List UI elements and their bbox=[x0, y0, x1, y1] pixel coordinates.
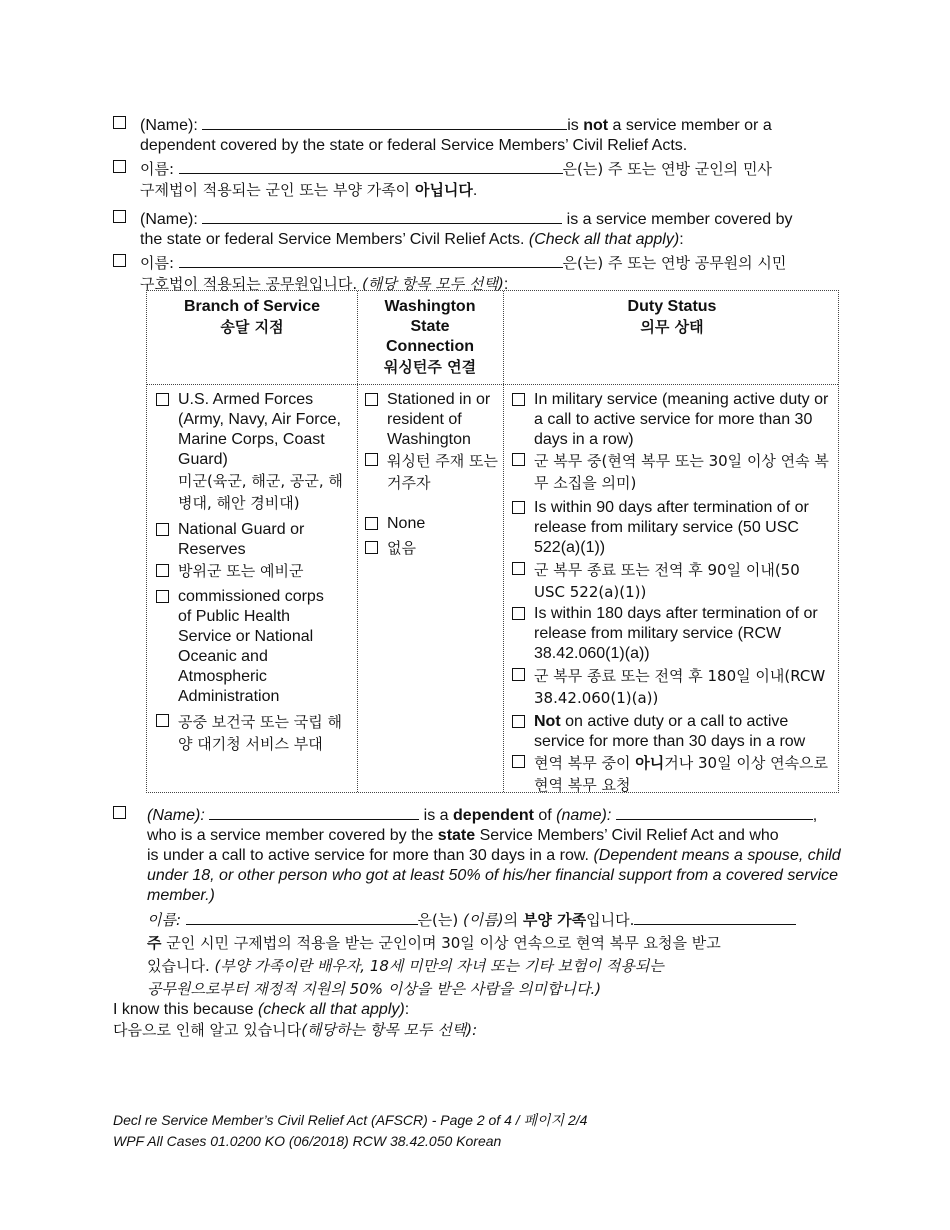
not-service-member-en: (Name): is not a service member or a dependent covered by the state or federal Service Members’ Civil Relief Acts. bbox=[113, 113, 843, 156]
duty-90-days: Is within 90 days after termination of or release from military service (50 USC 522(a)(1)) bbox=[512, 498, 834, 558]
duty-180-days: Is within 180 days after termination of or release from military service (RCW 38.42.060(1)(a)) bbox=[512, 604, 834, 664]
branch-national-guard: National Guard or Reserves bbox=[156, 520, 351, 560]
branch-column bbox=[156, 390, 351, 755]
service-member-ko-field[interactable] bbox=[634, 908, 796, 925]
wa-none-ko-checkbox[interactable] bbox=[365, 541, 378, 554]
in-service-checkbox[interactable] bbox=[512, 393, 525, 406]
know-because-section bbox=[113, 1000, 843, 1040]
one-eighty-days-ko-checkbox[interactable] bbox=[512, 668, 525, 681]
duty-column bbox=[512, 390, 834, 796]
header-branch: Branch of Service 송달 지점 bbox=[183, 298, 321, 336]
wa-stationed-ko: 워싱턴 주재 또는 거주자 bbox=[365, 450, 499, 494]
wa-stationed: Stationed in or resident of Washington bbox=[365, 390, 499, 450]
service-member-ko: 이름: 은(는) 주 또는 연방 공무원의 시민 구호법이 적용되는 공무원입니다. (해당 항목 모두 선택): bbox=[113, 251, 843, 295]
service-member-name-field[interactable] bbox=[202, 207, 562, 224]
know-because-en: I know this because (check all that apply): bbox=[113, 1001, 410, 1018]
not-service-member-section bbox=[113, 113, 843, 201]
in-service-ko-checkbox[interactable] bbox=[512, 453, 525, 466]
not-active-checkbox[interactable] bbox=[512, 715, 525, 728]
page-footer bbox=[113, 1110, 587, 1152]
dependent-name-ko-field[interactable] bbox=[186, 908, 418, 925]
duty-180-days-ko: 군 복무 종료 또는 전역 후 180일 이내(RCW 38.42.060(1)(a)) bbox=[512, 665, 834, 709]
national-guard-checkbox[interactable] bbox=[156, 523, 169, 536]
branch-armed-forces: U.S. Armed Forces (Army, Navy, Air Force, Marine Corps, Coast Guard) 미군(육군, 해군, 공군, 해병대, 해안 경비대) bbox=[156, 390, 351, 514]
dependent-checkbox[interactable] bbox=[113, 806, 126, 819]
header-duty: Duty Status 의무 상태 bbox=[627, 298, 717, 336]
duty-90-days-ko: 군 복무 종료 또는 전역 후 90일 이내(50 USC 522(a)(1)) bbox=[512, 559, 834, 603]
name-ko-field[interactable] bbox=[179, 157, 563, 174]
one-eighty-days-checkbox[interactable] bbox=[512, 607, 525, 620]
ninety-days-checkbox[interactable] bbox=[512, 501, 525, 514]
national-guard-ko-checkbox[interactable] bbox=[156, 564, 169, 577]
wa-stationed-checkbox[interactable] bbox=[365, 393, 378, 406]
service-member-name-ko-field[interactable] bbox=[179, 251, 563, 268]
not-active-ko-checkbox[interactable] bbox=[512, 755, 525, 768]
know-because-ko: 다음으로 인해 알고 있습니다(해당하는 항목 모두 선택): bbox=[113, 1021, 478, 1039]
not-service-member-ko-checkbox[interactable] bbox=[113, 160, 126, 173]
service-member-en: (Name): is a service member covered by the state or federal Service Members’ Civil Relief Acts. (Check all that apply): bbox=[113, 207, 843, 250]
public-health-ko-checkbox[interactable] bbox=[156, 714, 169, 727]
duty-in-service-ko: 군 복무 중(현역 복무 또는 30일 이상 연속 복무 소집을 의미) bbox=[512, 450, 834, 494]
branch-national-guard-ko: 방위군 또는 예비군 bbox=[156, 561, 351, 581]
footer-title: Decl re Service Member’s Civil Relief Act (AFSCR) - Page 2 of 4 / 페이지 2/4 bbox=[113, 1112, 588, 1128]
service-member-section bbox=[113, 207, 843, 295]
service-member-ko-checkbox[interactable] bbox=[113, 254, 126, 267]
branch-public-health: commissioned corps of Public Health Service or National Oceanic and Atmospheric Administration bbox=[156, 587, 351, 707]
table-divider bbox=[357, 291, 358, 792]
footer-form-id: WPF All Cases 01.0200 KO (06/2018) RCW 38.42.050 Korean bbox=[113, 1133, 502, 1149]
service-details-table bbox=[146, 290, 839, 793]
dependent-section bbox=[113, 803, 848, 1001]
duty-in-service: In military service (meaning active duty or a call to active service for more than 30 days in a row) bbox=[512, 390, 834, 450]
service-member-of-field[interactable] bbox=[616, 803, 813, 820]
washington-column bbox=[365, 390, 499, 558]
wa-none: None bbox=[365, 514, 499, 534]
wa-stationed-ko-checkbox[interactable] bbox=[365, 453, 378, 466]
dependent-en: (Name): is a dependent of (name): , who is a service member covered by the state Service Members’ Civil Relief Act and who is under a call to active service for more than 30 days in a row. (Dependent means a spouse, child under 18, or other person who got at least 50% of his/her financial support from a covered service member.) bbox=[113, 803, 848, 906]
duty-not-active: Not on active duty or a call to active service for more than 30 days in a row bbox=[512, 712, 834, 752]
dependent-name-field[interactable] bbox=[209, 803, 419, 820]
table-header-divider bbox=[147, 384, 838, 385]
ninety-days-ko-checkbox[interactable] bbox=[512, 562, 525, 575]
wa-none-ko: 없음 bbox=[365, 538, 499, 558]
name-field[interactable] bbox=[202, 113, 567, 130]
header-washington: Washington State Connection 워싱턴주 연결 bbox=[383, 298, 477, 376]
wa-none-checkbox[interactable] bbox=[365, 517, 378, 530]
branch-public-health-ko: 공중 보건국 또는 국립 해양 대기청 서비스 부대 bbox=[156, 711, 351, 755]
not-service-member-ko: 이름: 은(는) 주 또는 연방 군인의 민사 구제법이 적용되는 군인 또는 부양 가족이 아닙니다. bbox=[113, 157, 843, 201]
public-health-checkbox[interactable] bbox=[156, 590, 169, 603]
armed-forces-checkbox[interactable] bbox=[156, 393, 169, 406]
dependent-ko: 이름: 은(는) (이름)의 부양 가족입니다. 주 군인 시민 구제법의 적용을 받는 군인이며 30일 이상 연속으로 현역 복무 요청을 받고 있습니다. (부양 가족이란 배우자, 18세 미만의 자녀 또는 기타 보험이 적용되는 공무원으로부터 재정적 지원의 50% 이상을 받은 사람을 의미합니다.) bbox=[113, 908, 848, 1001]
duty-not-active-ko: 현역 복무 중이 아니거나 30일 이상 연속으로 현역 복무 요청 bbox=[512, 752, 834, 796]
not-service-member-checkbox[interactable] bbox=[113, 116, 126, 129]
service-member-checkbox[interactable] bbox=[113, 210, 126, 223]
name-label: (Name): bbox=[140, 117, 198, 134]
table-divider bbox=[503, 291, 504, 792]
